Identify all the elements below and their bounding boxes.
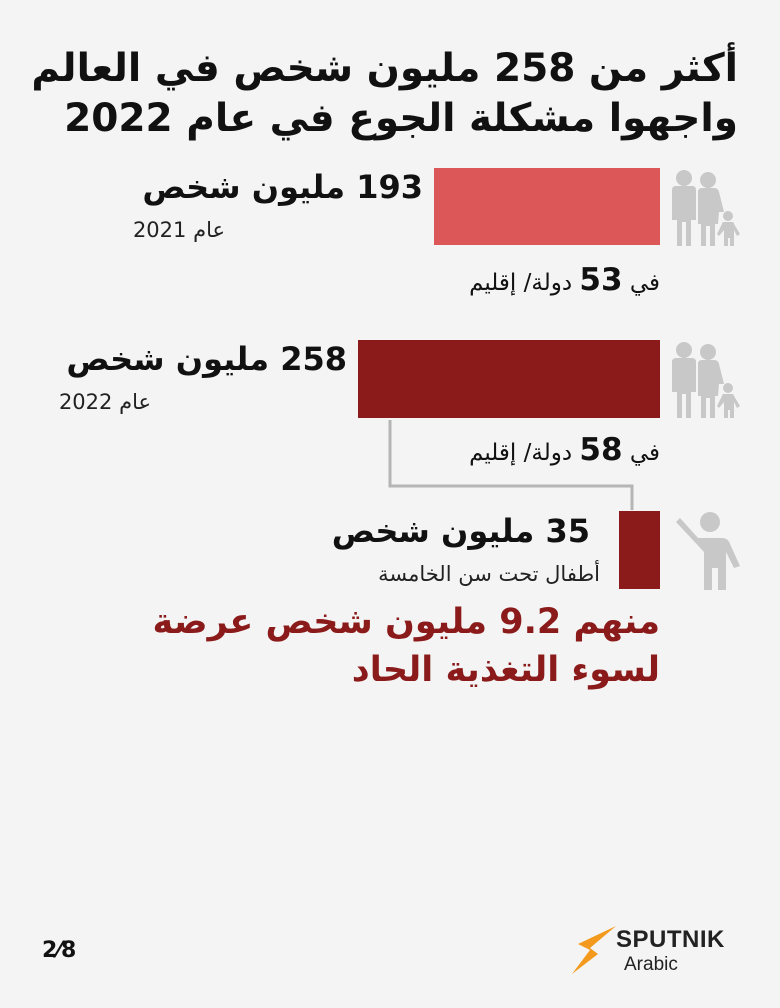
- bar-2021: [434, 168, 660, 245]
- bar-children: [619, 511, 660, 589]
- page-title: [18, 44, 738, 144]
- bar-2021-value-label: 193 مليون شخص: [142, 168, 423, 206]
- bar-2022-value-label: 258 مليون شخص: [66, 340, 347, 378]
- family-icon: [666, 168, 742, 248]
- bar-children-value-label: 35 مليون شخص: [331, 512, 590, 550]
- family-icon: [666, 340, 742, 420]
- countries-suffix: دولة/ إقليم: [469, 270, 573, 296]
- note-line-1: منهم 9.2 مليون شخص عرضة: [152, 602, 660, 642]
- bar-2021-countries: [469, 262, 660, 298]
- child-waving-icon: [672, 508, 744, 592]
- page-number: 2⁄8: [42, 938, 77, 963]
- sputnik-logo[interactable]: [568, 922, 748, 982]
- bar-2022-year-label: عام 2022: [58, 390, 151, 414]
- connector-line: [380, 420, 644, 512]
- title-line-2: واجهوا مشكلة الجوع في عام 2022: [64, 96, 738, 141]
- countries-count: 58: [579, 432, 623, 468]
- countries-count: 53: [579, 262, 623, 298]
- sputnik-logo-icon: [568, 924, 618, 976]
- countries-suffix: دولة/ إقليم: [469, 440, 573, 466]
- countries-prefix: في: [629, 270, 660, 296]
- bar-2022: [358, 340, 660, 418]
- logo-word: SPUTNIK: [616, 926, 725, 953]
- title-line-1: أكثر من 258 مليون شخص في العالم: [31, 46, 738, 91]
- logo-sub: Arabic: [624, 954, 678, 975]
- note-line-2: لسوء التغذية الحاد: [351, 650, 660, 690]
- bar-children-sublabel: أطفال تحت سن الخامسة: [378, 562, 600, 586]
- countries-prefix: في: [629, 440, 660, 466]
- malnutrition-note: [153, 598, 660, 694]
- bar-2021-year-label: عام 2021: [132, 218, 225, 242]
